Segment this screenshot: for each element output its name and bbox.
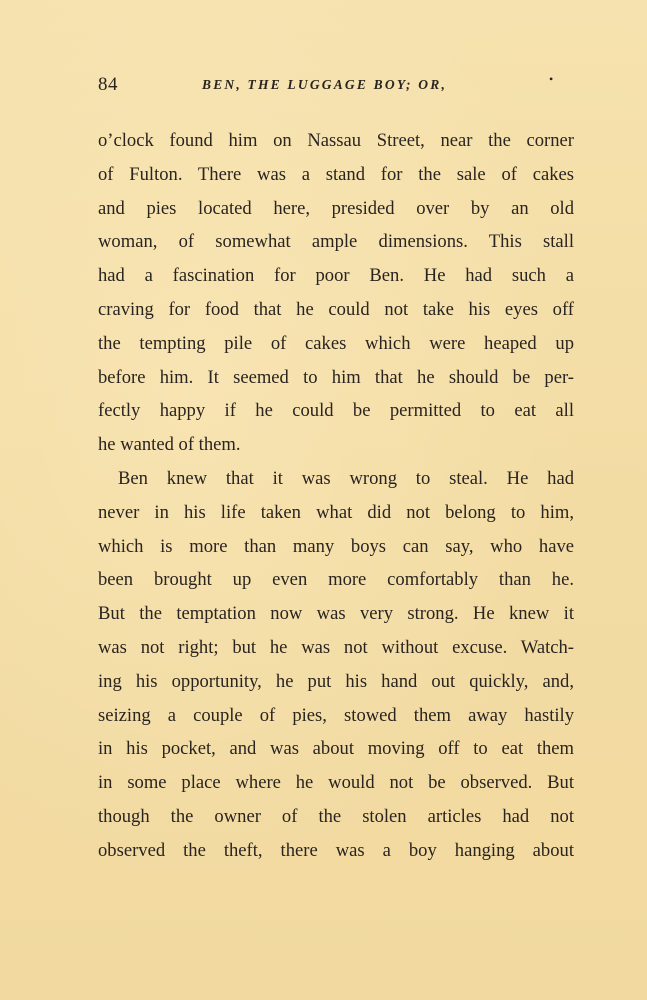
text-line: the tempting pile of cakes which were heaped up	[98, 332, 574, 354]
text-line: though the owner of the stolen articles had not	[98, 805, 574, 827]
text-line: had a fascination for poor Ben. He had such a	[98, 265, 574, 287]
text-line: seizing a couple of pies, stowed them away hastily	[98, 704, 574, 726]
text-line: craving for food that he could not take his eyes off	[98, 298, 574, 320]
text-line: in his pocket, and was about moving off to eat them	[98, 738, 574, 760]
text-line: before him. It seemed to him that he should be per-	[98, 366, 574, 388]
text-line: and pies located here, presided over by an old	[98, 197, 574, 219]
text-line: But the temptation now was very strong. He knew it	[98, 603, 574, 625]
text-line: of Fulton. There was a stand for the sale of cakes	[98, 163, 574, 185]
text-line: was not right; but he was not without excuse. Watch-	[98, 636, 574, 658]
text-line: been brought up even more comfortably than he.	[98, 569, 574, 591]
text-line: woman, of somewhat ample dimensions. This stall	[98, 231, 574, 253]
body-text	[98, 124, 574, 868]
page-number: 84	[98, 74, 118, 95]
text-line: never in his life taken what did not belong to him,	[98, 501, 574, 523]
text-line: he wanted of them.	[98, 434, 241, 456]
text-line: in some place where he would not be observed. But	[98, 772, 574, 794]
printer-mark: •	[549, 72, 554, 86]
text-line: ing his opportunity, he put his hand out quickly, and,	[98, 670, 574, 692]
page-header	[98, 74, 573, 104]
text-line: observed the theft, there was a boy hanging about	[98, 839, 574, 861]
paragraph-start-line: Ben knew that it was wrong to steal. He had	[118, 467, 574, 489]
running-head: BEN, THE LUGGAGE BOY; OR,	[202, 77, 448, 92]
text-line: fectly happy if he could be permitted to eat all	[98, 400, 574, 422]
text-line: which is more than many boys can say, who have	[98, 535, 574, 557]
text-line: o’clock found him on Nassau Street, near the corner	[98, 130, 574, 151]
